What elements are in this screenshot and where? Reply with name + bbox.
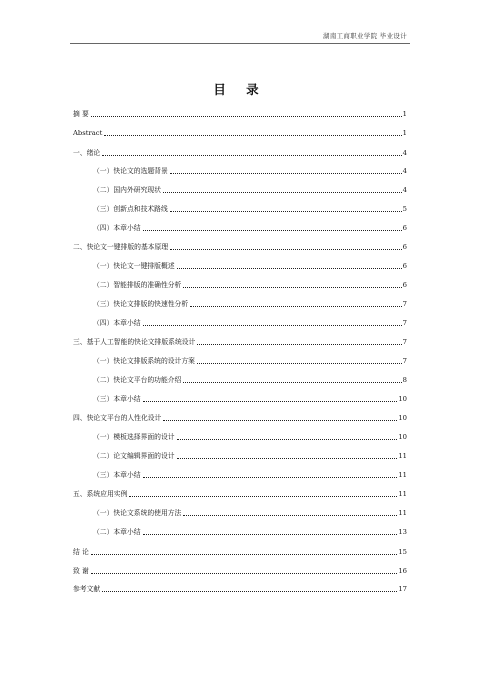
toc-entry-label: 四、快论文平台的人性化设计: [73, 414, 162, 422]
toc-dot-leader: [129, 496, 397, 497]
toc-dot-leader: [91, 554, 398, 555]
toc-entry[interactable]: [93, 202, 407, 214]
toc-dot-leader: [197, 363, 402, 364]
toc-dot-leader: [170, 249, 402, 250]
toc-entry-label: 摘 要: [73, 110, 89, 118]
toc-entry-page-number: 7: [402, 338, 407, 346]
toc-entry[interactable]: [73, 411, 407, 423]
toc-dot-leader: [102, 155, 401, 156]
toc-dot-leader: [143, 477, 398, 478]
toc-title: 目 录: [213, 82, 267, 97]
toc-entry[interactable]: [93, 525, 407, 537]
toc-dot-leader: [177, 439, 398, 440]
toc-entry-page-number: 11: [398, 490, 407, 498]
toc-dot-leader: [177, 458, 398, 459]
toc-dot-leader: [170, 211, 402, 212]
toc-entry-label: （三）创新点和技术路线: [93, 205, 168, 213]
toc-dot-leader: [143, 325, 402, 326]
toc-dot-leader: [163, 420, 397, 421]
toc-dot-leader: [91, 116, 402, 117]
toc-entry[interactable]: [73, 564, 407, 576]
toc-entry[interactable]: [93, 297, 407, 309]
toc-dot-leader: [183, 382, 401, 383]
page-header-text: 湖南工商职业学院 毕业设计: [323, 32, 407, 40]
toc-dot-leader: [104, 135, 401, 136]
toc-dot-leader: [163, 192, 402, 193]
toc-entry[interactable]: [73, 335, 407, 347]
toc-entry-page-number: 6: [402, 281, 407, 289]
toc-entry-page-number: 10: [398, 395, 407, 403]
toc-entry-page-number: 7: [402, 319, 407, 327]
toc-entry-page-number: 17: [398, 585, 407, 593]
toc-entry-page-number: 4: [402, 167, 407, 175]
toc-entry-page-number: 11: [398, 471, 407, 479]
toc-entry-label: （二）论文编辑界面的设计: [93, 452, 175, 460]
toc-entry[interactable]: [93, 430, 407, 442]
toc-entry-page-number: 4: [402, 149, 407, 157]
toc-entry-label: 五、系统应用实例: [73, 490, 128, 498]
toc-dot-leader: [170, 173, 402, 174]
toc-entry-page-number: 5: [402, 205, 407, 213]
toc-dot-leader: [91, 573, 398, 574]
toc-entry-page-number: 11: [398, 509, 407, 517]
toc-entry[interactable]: [93, 221, 407, 233]
toc-dot-leader: [143, 534, 398, 535]
toc-entry[interactable]: [73, 107, 407, 119]
toc-entry-label: 参考文献: [73, 585, 101, 593]
toc-entry-label: 二、快论文一键排版的基本原理: [73, 243, 169, 251]
toc-entry-page-number: 4: [402, 186, 407, 194]
toc-entry-label: （二）国内外研究现状: [93, 186, 161, 194]
toc-entry[interactable]: [73, 240, 407, 252]
toc-dot-leader: [177, 268, 402, 269]
toc-entry-page-number: 13: [398, 528, 407, 536]
toc-entry-page-number: 15: [398, 548, 407, 556]
toc-entry-label: （一）快论文系统的使用方法: [93, 509, 182, 517]
toc-entry[interactable]: [73, 545, 407, 557]
toc-entry-label: （二）智能排版的准确性分析: [93, 281, 182, 289]
toc-entry-label: 三、基于人工智能的快论文排版系统设计: [73, 338, 196, 346]
toc-dot-leader: [183, 287, 401, 288]
toc-entry[interactable]: [93, 449, 407, 461]
toc-entry-label: 致 谢: [73, 567, 89, 575]
toc-entry-label: （三）本章小结: [93, 471, 141, 479]
toc-entry-label: 一、绪论: [73, 149, 101, 157]
toc-entry-label: （四）本章小结: [93, 319, 141, 327]
toc-entry-page-number: 16: [398, 567, 407, 575]
toc-entry[interactable]: [73, 582, 407, 594]
toc-entry-label: （三）快论文排版的快速性分析: [93, 300, 189, 308]
toc-entry-page-number: 8: [402, 376, 407, 384]
toc-dot-leader: [143, 230, 402, 231]
toc-entry-label: （一）快论文的选题背景: [93, 167, 168, 175]
toc-entry-label: （四）本章小结: [93, 224, 141, 232]
toc-entry[interactable]: [93, 316, 407, 328]
toc-entry[interactable]: [93, 259, 407, 271]
toc-entry-page-number: 7: [402, 357, 407, 365]
toc-entry-label: （一）快论文排版系统的设计方案: [93, 357, 195, 365]
toc-entry-label: （二）快论文平台的功能介绍: [93, 376, 182, 384]
toc-entry[interactable]: [93, 506, 407, 518]
toc-entry-label: （一）模板选择界面的设计: [93, 433, 175, 441]
toc-entry[interactable]: [93, 392, 407, 404]
toc-entry-page-number: 7: [402, 300, 407, 308]
toc-entry-label: （一）快论文一键排版概述: [93, 262, 175, 270]
header-rule: [70, 43, 410, 44]
toc-entry-page-number: 10: [398, 414, 407, 422]
toc-entry-label: 结 论: [73, 548, 89, 556]
toc-entry[interactable]: [73, 487, 407, 499]
toc-dot-leader: [190, 306, 402, 307]
toc-entry-label: Abstract: [73, 129, 103, 137]
toc-entry-page-number: 6: [402, 262, 407, 270]
toc-entry[interactable]: [93, 373, 407, 385]
toc-entry[interactable]: [93, 183, 407, 195]
toc-entry[interactable]: [93, 164, 407, 176]
toc-entry-page-number: 6: [402, 243, 407, 251]
toc-dot-leader: [143, 401, 398, 402]
toc-entry-page-number: 6: [402, 224, 407, 232]
toc-entry-page-number: 10: [398, 433, 407, 441]
toc-entry[interactable]: [93, 468, 407, 480]
toc-entry-page-number: 1: [402, 110, 407, 118]
toc-entry-label: （二）本章小结: [93, 528, 141, 536]
toc-entry[interactable]: [73, 126, 407, 138]
toc-entry-label: （三）本章小结: [93, 395, 141, 403]
toc-dot-leader: [183, 515, 397, 516]
toc-entry[interactable]: [93, 278, 407, 290]
toc-dot-leader: [102, 591, 397, 592]
toc-entry[interactable]: [93, 354, 407, 366]
toc-entry-page-number: 1: [402, 129, 407, 137]
toc-dot-leader: [197, 344, 401, 345]
toc-entry-page-number: 11: [398, 452, 407, 460]
toc-entry[interactable]: [73, 146, 407, 158]
